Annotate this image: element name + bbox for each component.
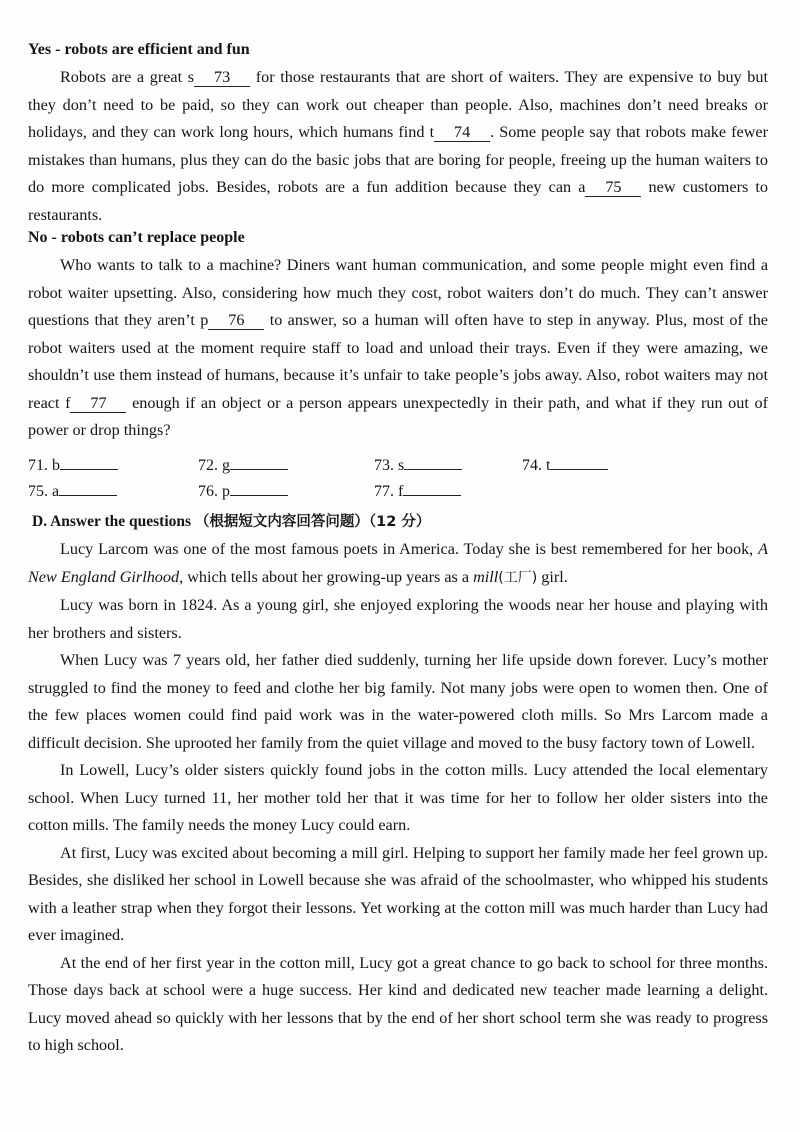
mill-word: mill	[473, 567, 499, 586]
yes-section	[28, 36, 768, 229]
passage-paragraph-4: In Lowell, Lucy’s older sisters quickly found jobs in the cotton mills. Lucy attended the local elementary school. When Lucy turned 11, her mother told her that it was time for her to follow her older sisters into the cotton mills. The family needs the money Lucy could earn.	[28, 761, 768, 834]
passage-paragraph-6: At the end of her first year in the cotton mill, Lucy got a great chance to go back to school for three months. Those days back at school were a huge success. Her kind and dedicated new teacher made learning a delight. Lucy moved ahead so quickly with her lessons that by the end of her short school term she was ready to progress to high school.	[28, 953, 768, 1054]
no-paragraph	[28, 252, 768, 445]
p1-text-a: Lucy Larcom was one of the most famous poets in America. Today she is best remembered for her book,	[60, 540, 759, 558]
section-d	[28, 508, 768, 1060]
p1-text-b: , which tells about her growing-up years as a	[179, 567, 474, 586]
section-d-label: D. Answer the questions	[32, 513, 192, 530]
mill-gloss: (工厂)	[498, 569, 538, 586]
answer-label-76: 76. p	[198, 483, 230, 500]
answer-line-76[interactable]	[230, 479, 288, 496]
passage-paragraph-2: Lucy was born in 1824. As a young girl, she enjoyed exploring the woods near her house and playing with her brothers and sisters.	[28, 596, 768, 642]
book-title: A New England Girlhood	[28, 540, 768, 586]
blank-77[interactable]: 77	[70, 394, 126, 413]
yes-text-3: . Some people say that robots make fewer mistakes than humans, plus they can do the basic jobs that are boring for people, freeing up the human waiters to do more complicated jobs. Besides, robots are a fun addition because they can a	[28, 123, 768, 196]
no-text-3: enough if an object or a person appears unexpectedly in their path, and what if they run out of power or drop things?	[28, 393, 768, 439]
answer-71[interactable]	[28, 453, 118, 475]
yes-text-4: new customers to restaurants.	[28, 178, 768, 224]
answer-label-75: 75. a	[28, 483, 60, 500]
answer-line-71[interactable]	[60, 453, 118, 470]
yes-heading: Yes - robots are efficient and fun	[28, 41, 250, 58]
answer-line-75[interactable]	[59, 479, 117, 496]
p1-text-c: girl.	[537, 567, 568, 586]
yes-text-2: for those restaurants that are short of waiters. They are expensive to buy but they don’t need to be paid, so they can work out cheaper than people. Also, machines don’t need breaks or holidays, and they can work long hours, which humans find t	[28, 68, 768, 141]
answer-label-73: 73. s	[374, 457, 405, 474]
answer-77[interactable]	[374, 479, 461, 501]
answer-75[interactable]	[28, 479, 117, 501]
no-section	[28, 224, 768, 445]
answer-label-77: 77. f	[374, 483, 404, 500]
answer-row-2	[28, 479, 768, 505]
answer-label-72: 72. g	[198, 457, 230, 474]
section-d-instruction: （根据短文内容回答问题）（12 分）	[194, 514, 431, 530]
blank-74[interactable]: 74	[434, 123, 490, 142]
yes-text-1: Robots are a great s	[60, 68, 195, 86]
answer-73[interactable]	[374, 453, 462, 475]
answer-row-1	[28, 453, 768, 479]
answer-line-73[interactable]	[404, 453, 462, 470]
answer-label-71: 71. b	[28, 457, 60, 474]
yes-paragraph	[28, 64, 768, 229]
answer-76[interactable]	[198, 479, 288, 501]
blank-76[interactable]: 76	[208, 311, 264, 330]
answer-line-72[interactable]	[230, 453, 288, 470]
passage-paragraph-3: When Lucy was 7 years old, her father died suddenly, turning her life upside down forever. Lucy’s mother struggled to find the money to feed and clothe her big family. Not many jobs were open to women then. One of the few places women could find paid work was in the water-powered cloth mills. So Mrs Larcom made a difficult decision. She uprooted her family from the quiet village and moved to the busy factory town of Lowell.	[28, 651, 768, 752]
answer-lines	[28, 453, 768, 505]
answer-line-74[interactable]	[550, 453, 608, 470]
passage-paragraph-5: At first, Lucy was excited about becoming a mill girl. Helping to support her family made her feel grown up. Besides, she disliked her school in Lowell because she was afraid of the schoolmaster, who whipped his students with a leather strap when they forgot their lessons. Yet working at the cotton mill was much harder than Lucy had ever imagined.	[28, 843, 768, 944]
answer-72[interactable]	[198, 453, 288, 475]
blank-75[interactable]: 75	[585, 178, 641, 197]
no-text-2: to answer, so a human will often have to step in anyway. Plus, most of the robot waiters used at the moment require staff to load and unload their trays. Even if they were amazing, we shouldn’t use them instead of humans, because it’s unfair to take people’s jobs away. Also, robot waiters may not react f	[28, 311, 768, 412]
answer-label-74: 74. t	[522, 457, 551, 474]
passage-paragraph-1	[28, 536, 768, 592]
blank-73[interactable]: 73	[194, 68, 250, 87]
answer-line-77[interactable]	[403, 479, 461, 496]
no-heading: No - robots can’t replace people	[28, 229, 245, 246]
no-text-1: Who wants to talk to a machine? Diners want human communication, and some people might even find a robot waiter upsetting. Also, considering how much they cost, robot waiters don’t do much. They can’t answer questions that they aren’t p	[28, 256, 768, 329]
answer-74[interactable]	[522, 453, 608, 475]
section-d-heading	[28, 508, 768, 536]
